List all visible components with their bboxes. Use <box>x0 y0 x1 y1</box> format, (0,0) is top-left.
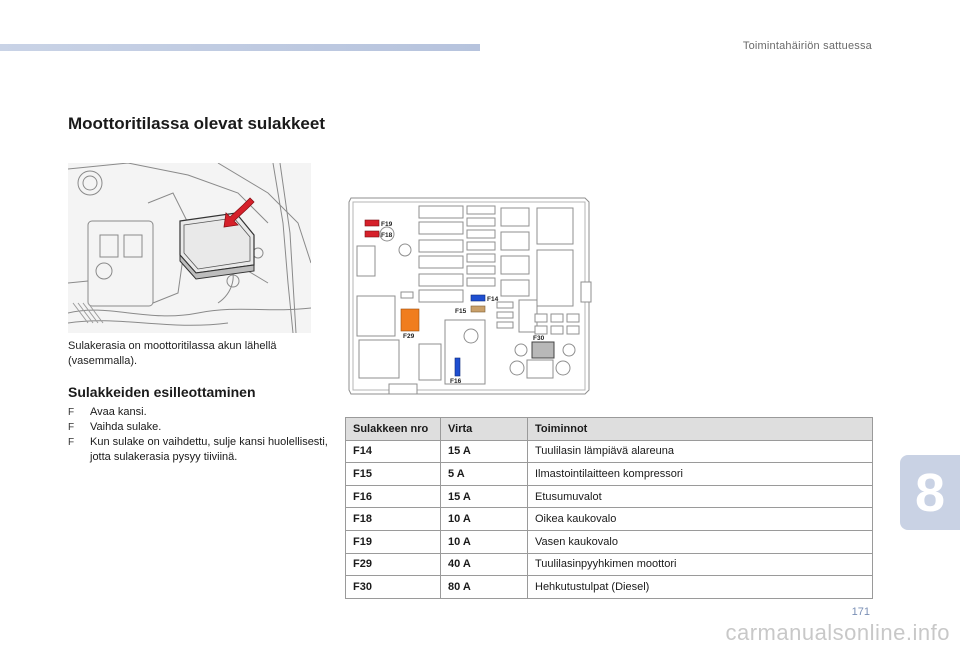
fuse-label-f16: F16 <box>450 378 462 385</box>
table-row <box>346 576 873 599</box>
cell-fuse-number: F30 <box>346 576 441 599</box>
cell-current: 15 A <box>441 440 528 463</box>
cell-function: Tuulilasin lämpiävä alareuna <box>528 440 873 463</box>
cell-fuse-number: F29 <box>346 553 441 576</box>
fuse-label-f29: F29 <box>403 333 415 340</box>
cell-function: Hehkutustulpat (Diesel) <box>528 576 873 599</box>
fuse-label-f14: F14 <box>487 296 499 303</box>
chapter-number: 8 <box>914 462 946 523</box>
cell-current: 5 A <box>441 463 528 486</box>
chapter-title: Toimintahäiriön sattuessa <box>742 40 872 52</box>
cell-fuse-number: F16 <box>346 485 441 508</box>
header-accent-bar <box>0 44 480 51</box>
instruction-list <box>68 405 338 465</box>
table-header-row <box>346 418 873 441</box>
column-header-fuse-number: Sulakkeen nro <box>346 418 441 441</box>
engine-bay-photo <box>68 163 311 333</box>
section-title: Moottoritilassa olevat sulakkeet <box>68 114 325 133</box>
cell-fuse-number: F19 <box>346 530 441 553</box>
step-text: Vaihda sulake. <box>90 421 162 433</box>
subsection-title: Sulakkeiden esilleottaminen <box>68 384 256 400</box>
watermark: carmanualsonline.info <box>725 620 950 645</box>
cell-current: 80 A <box>441 576 528 599</box>
step-bullet-icon: F <box>68 407 75 418</box>
cell-fuse-number: F15 <box>346 463 441 486</box>
table-row <box>346 440 873 463</box>
cell-current: 10 A <box>441 530 528 553</box>
step-bullet-icon: F <box>68 437 75 448</box>
table-row <box>346 463 873 486</box>
engine-bay-illustration <box>68 163 311 333</box>
cell-function: Oikea kaukovalo <box>528 508 873 531</box>
cell-function: Vasen kaukovalo <box>528 530 873 553</box>
fuse-label-f15: F15 <box>455 308 467 315</box>
column-header-current: Virta <box>441 418 528 441</box>
table-row <box>346 508 873 531</box>
step-text: Kun sulake on vaihdettu, sulje kansi huolellisesti, jotta sulakerasia pysyy tiiviinä. <box>90 436 328 463</box>
cell-current: 15 A <box>441 485 528 508</box>
cell-fuse-number: F18 <box>346 508 441 531</box>
cell-current: 10 A <box>441 508 528 531</box>
fuse-label-f19: F19 <box>381 221 393 228</box>
step-bullet-icon: F <box>68 422 75 433</box>
list-item <box>68 420 338 435</box>
cell-fuse-number: F14 <box>346 440 441 463</box>
step-text: Avaa kansi. <box>90 406 147 418</box>
cell-function: Ilmastointilaitteen kompressori <box>528 463 873 486</box>
fuse-table <box>345 417 873 599</box>
photo-caption: Sulakerasia on moottoritilassa akun lähellä (vasemmalla). <box>68 340 277 367</box>
fuse-label-f30: F30 <box>533 335 545 342</box>
cell-current: 40 A <box>441 553 528 576</box>
table-row <box>346 485 873 508</box>
list-item <box>68 435 338 465</box>
column-header-functions: Toiminnot <box>528 418 873 441</box>
list-item <box>68 405 338 420</box>
table-row <box>346 553 873 576</box>
cell-function: Etusumuvalot <box>528 485 873 508</box>
fuse-box-illustration <box>345 190 595 400</box>
page-number: 171 <box>851 606 870 618</box>
cell-function: Tuulilasinpyyhkimen moottori <box>528 553 873 576</box>
table-row <box>346 530 873 553</box>
fuse-label-f18: F18 <box>381 232 393 239</box>
chapter-tab <box>900 455 960 530</box>
fuse-box-diagram <box>345 190 595 400</box>
